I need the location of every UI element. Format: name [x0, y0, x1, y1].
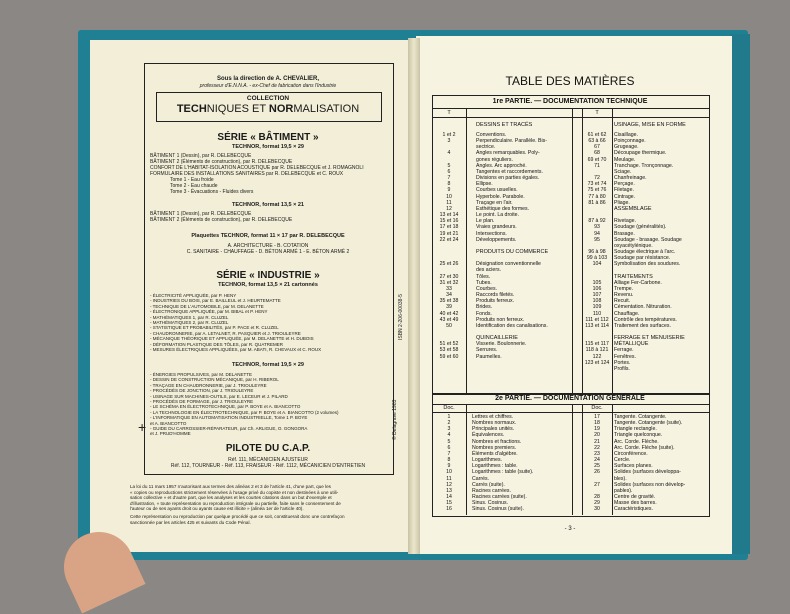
- toc-number: 96 à 98: [588, 248, 606, 255]
- toc-number: 122: [592, 353, 602, 360]
- serie-batiment: SÉRIE « BÂTIMENT »: [217, 132, 319, 143]
- toc-item: Solides (surfaces non dévelop-: [614, 481, 686, 488]
- toc-item: Tubes.: [476, 279, 492, 286]
- toc-number: 7: [447, 450, 451, 457]
- toc-item: Brasage.: [614, 230, 635, 237]
- toc-number: 29: [594, 500, 600, 507]
- part2-right-numbers: [582, 414, 612, 513]
- toc-number: 11: [446, 475, 452, 482]
- toc-number: 20: [594, 432, 600, 439]
- toc-number: 28: [594, 494, 600, 501]
- toc-item: Produits ferreux.: [476, 298, 515, 305]
- toc-item: Logarithmes : table (suite).: [472, 469, 534, 476]
- toc-item: Arc. Corde. Flèche (suite).: [614, 444, 675, 451]
- industrie-format2: TECHNOR, format 19,5 × 29: [232, 362, 304, 368]
- toc-item: Grugeage.: [614, 144, 639, 151]
- toc-number: 31 et 32: [439, 279, 459, 286]
- part1-subdivider: [432, 117, 709, 118]
- toc-number: 8: [447, 457, 451, 464]
- toc-item: Soudage par résistance.: [614, 255, 671, 262]
- toc-number: 25: [594, 463, 600, 470]
- part2-heading: 2e PARTIE. — DOCUMENTATION GÉNÉRALE: [495, 395, 645, 402]
- serie-industrie: SÉRIE « INDUSTRIE »: [216, 270, 320, 281]
- toc-item: Contrôle des températures.: [614, 316, 677, 323]
- toc-item: Cémentation. Nitruration.: [614, 304, 672, 311]
- toc-item: Centre de gravité.: [614, 494, 656, 501]
- toc-item: ASSEMBLAGE: [614, 205, 652, 212]
- book-gutter: [408, 38, 420, 554]
- toc-item: Fonds.: [476, 310, 492, 317]
- toc-item: Sinus. Cosinus.: [472, 500, 509, 507]
- toc-item: Soudage (généralités).: [614, 224, 667, 231]
- toc-item: Vraies grandeurs.: [476, 224, 517, 231]
- part1-col3-line: [612, 108, 613, 393]
- toc-item: Masse des barres.: [614, 500, 657, 507]
- toc-title: TABLE DES MATIÈRES: [505, 74, 635, 88]
- batiment-list2: BÂTIMENT 1 (Dessin), par R. DELEBECQUE BÂTIMENT 2 (Éléments de construction), par R. DELEBECQUE: [150, 211, 293, 223]
- book-cover-edge: [730, 34, 750, 554]
- toc-number: 106: [592, 285, 602, 292]
- toc-item: Profils.: [614, 365, 630, 372]
- toc-number: 69 et 70: [587, 156, 607, 163]
- toc-number: 118 à 121: [585, 347, 609, 354]
- toc-number: 19 et 21: [439, 230, 459, 237]
- toc-number: 99 à 103: [586, 255, 608, 262]
- toc-number: 33: [446, 285, 452, 292]
- toc-item: Caractéristiques.: [614, 506, 653, 513]
- toc-number: 113 et 114: [585, 322, 609, 329]
- toc-item: FERRAGE ET MENUISERIE: [614, 335, 685, 342]
- plaquettes: Plaquettes TECHNOR, format 11 × 17 par R. DELEBECQUE: [191, 233, 345, 239]
- toc-item: Cisaillage.: [614, 132, 638, 138]
- toc-number: 115 et 117: [585, 341, 609, 348]
- toc-item: Hyperbole. Parabole.: [476, 193, 525, 200]
- toc-number: 94: [594, 230, 600, 237]
- toc-number: 15: [446, 500, 452, 507]
- part2-col1-line: [466, 404, 467, 515]
- crosshair-mark-icon: +: [138, 419, 147, 435]
- toc-number: 1 et 2: [442, 132, 456, 138]
- toc-number: 12: [446, 481, 452, 488]
- toc-item: Pliage.: [614, 199, 630, 206]
- toc-item: Tôles.: [476, 273, 491, 280]
- toc-item: Paumelles.: [476, 353, 502, 360]
- toc-number: 59 et 60: [439, 353, 459, 360]
- toc-item: Identification des canalisations.: [476, 322, 548, 329]
- toc-item: des aciers.: [476, 267, 502, 274]
- toc-item: Divisions en parties égales.: [476, 175, 540, 182]
- toc-item: Logarithmes : table.: [472, 463, 518, 470]
- toc-item: Triangle quelconque.: [614, 432, 663, 439]
- toc-number: 63 à 66: [588, 138, 606, 145]
- toc-item: Perpendiculaire. Parallèle. Bis-: [476, 138, 547, 145]
- toc-number: 87 à 92: [588, 218, 606, 225]
- toc-item: gones réguliers.: [476, 156, 513, 163]
- toc-item: Fenêtres.: [614, 353, 636, 360]
- toc-item: Soudage - brasage. Soudage: [614, 236, 682, 243]
- part1-col1-line: [466, 108, 467, 393]
- toc-item: Nombres et fractions.: [472, 438, 522, 445]
- toc-item: Nombres premiers.: [472, 444, 517, 451]
- toc-item: Revenu.: [614, 292, 634, 299]
- toc-number: 10: [446, 193, 452, 200]
- toc-number: 109: [592, 304, 602, 311]
- toc-item: Poinçonnage.: [614, 138, 646, 145]
- toc-number: 15 et 16: [439, 218, 459, 225]
- toc-item: Angles. Arc approché.: [476, 162, 527, 169]
- toc-number: 107: [592, 292, 602, 299]
- toc-number: 71: [594, 162, 600, 169]
- toc-item: Nombres normaux.: [472, 420, 517, 427]
- toc-item: Conventions.: [476, 132, 507, 138]
- toc-number: 111 et 112: [585, 316, 609, 323]
- toc-item: Traitement des surfaces.: [614, 322, 671, 329]
- toc-number: 24: [594, 457, 600, 464]
- col-doc-right: Doc.: [591, 405, 603, 411]
- toc-item: Filetage.: [614, 187, 634, 194]
- toc-number: 123 et 124: [584, 359, 610, 366]
- part2-left-numbers: [432, 414, 466, 513]
- right-numbers: [582, 132, 612, 366]
- collection-word: COLLECTION: [246, 95, 290, 102]
- toc-number: 108: [592, 298, 602, 305]
- toc-number: 22 et 24: [439, 236, 459, 243]
- toc-number: 4: [447, 432, 451, 439]
- left-numbers: [432, 132, 466, 360]
- toc-item: Cintrage.: [614, 193, 636, 200]
- toc-item: Soudage électrique à l'arc.: [614, 248, 676, 255]
- toc-item: Ferrage.: [614, 347, 634, 354]
- toc-item: Serrures.: [476, 347, 498, 354]
- toc-number: 23: [594, 450, 600, 457]
- toc-item: Angles remarquables. Poly-: [476, 150, 540, 157]
- toc-number: 26: [594, 469, 600, 476]
- toc-item: Intersections.: [476, 230, 507, 237]
- toc-item: Trempe.: [614, 285, 634, 292]
- toc-number: 3: [447, 138, 451, 145]
- toc-number: 3: [447, 426, 451, 433]
- toc-number: 73 et 74: [587, 181, 607, 188]
- toc-number: 10: [446, 469, 452, 476]
- toc-item: Carrés (suite).: [472, 481, 505, 488]
- toc-number: 75 et 76: [587, 187, 607, 194]
- toc-number: 21: [594, 438, 600, 445]
- toc-item: Raccords filetés.: [476, 292, 515, 299]
- part2-subdivider: [432, 412, 709, 413]
- toc-item: Rivetage.: [614, 218, 636, 225]
- toc-item: Perçage.: [614, 181, 635, 188]
- toc-item: Désignation conventionnelle: [476, 261, 541, 268]
- col-t-left: T: [447, 110, 451, 116]
- toc-item: Découpage thermique.: [614, 150, 667, 157]
- toc-item: sectrice.: [476, 144, 496, 151]
- part1-col2-line: [572, 108, 573, 393]
- legal-notice: La loi du 11 mars 1957 n'autorisant aux termes des alinéas 2 et 3 de l'article 41, d'une part, que les « copies ou reproductions strictement réservées à l'usage privé du copiste et non destinées à une utili- sation collective » et d'autre part, que les analyses et les courtes citations dans un but d'exemple et d'illustration, « toute représentation ou reproduction intégrale ou partielle, faite sans le consentement de l'auteur ou de ses ayants droit ou ayants cause est illicite » (alinéa 1er de l'article 40). Cette représentation ou reproduction par quelque procédé que ce soit, constituerait donc une contrefaçon sanctionnée par les articles 425 et suivants du Code Pénal.: [130, 484, 345, 525]
- toc-number: 13 et 14: [439, 212, 459, 219]
- toc-number: 6: [447, 168, 451, 175]
- toc-number: 77 à 80: [588, 193, 606, 200]
- toc-number: 6: [447, 444, 451, 451]
- col-t-right: T: [595, 110, 599, 116]
- toc-number: 53 et 58: [439, 347, 459, 354]
- part2-right-items: [614, 414, 685, 513]
- toc-item: Meulage.: [614, 156, 636, 163]
- toc-item: Surfaces planes.: [614, 463, 653, 470]
- toc-item: MÉTALLIQUE: [614, 341, 649, 348]
- left-heading: DESSINS ET TRACÉS: [476, 122, 533, 128]
- toc-item: Symbolisation des soudures.: [614, 261, 681, 268]
- toc-number: 9: [447, 463, 451, 470]
- part1-divider: [432, 108, 709, 109]
- toc-item: QUINCAILLERIE: [476, 335, 518, 342]
- toc-item: Produits non ferreux.: [476, 316, 525, 323]
- toc-item: oxyacétylénique.: [614, 242, 653, 249]
- toc-number: 2: [447, 420, 451, 427]
- toc-item: Développements.: [476, 236, 517, 243]
- plaquettes-list: A. ARCHITECTURE - B. COTATION C. SANITAIRE - CHAUFFAGE - D. BÉTON ARMÉ 1 - E. BÉTON ARMÉ 2: [186, 243, 350, 255]
- right-heading: USINAGE, MISE EN FORME: [614, 122, 686, 128]
- toc-item: Cercle.: [614, 457, 631, 464]
- toc-item: Logarithmes.: [472, 457, 502, 464]
- toc-item: Circonférence.: [614, 450, 648, 457]
- industrie-format: TECHNOR, format 13,5 × 21 cartonnés: [218, 282, 318, 288]
- toc-item: Ellipse.: [476, 181, 493, 188]
- toc-number: 8: [447, 181, 451, 188]
- header-line1: Sous la direction de A. CHEVALIER,: [216, 76, 319, 82]
- toc-number: 25 et 26: [439, 261, 459, 268]
- toc-item: Arc. Corde. Flèche.: [614, 438, 659, 445]
- page-number: - 3 -: [564, 526, 576, 532]
- toc-number: 68: [594, 150, 600, 157]
- toc-number: 67: [594, 144, 600, 151]
- toc-item: Le plan.: [476, 218, 495, 225]
- toc-number: 105: [592, 279, 602, 286]
- industrie-list: - ÉLECTRICITÉ APPLIQUÉE, par P. HENY - INDUSTRIES DU BOIS, par E. BAILLEUL et J. HEURTEMATTE - TECHNIQUE DE L'AUTOMOBILE, par M. DELANETTE - ÉLECTRONIQUE APPLIQUÉE, par M. BIBAL et P. HENY - MATHÉMATIQUES 1, par R. CLUZEL - MATHÉMATIQUES 2, par R. CLUZEL - STATISTIQUE ET PROBABILITÉS, par P. PACE et R. CLUZEL - CHAUDRONNERIE, par A. LETALNET, R. PASQUIER et J. TRIOULEYRE - MÉCANIQUE THÉORIQUE ET APPLIQUÉE, par M. DELANETTE et H. DUBOIS - DÉFORMATION PLASTIQUE DES TÔLES, par R. QUATREMER - MESURES ÉLECTRIQUES APPLIQUÉES, par M. ABATI, R. CHEVAUX et C. ROUX: [150, 293, 322, 353]
- toc-item: Principales unités.: [472, 426, 515, 433]
- toc-item: Brides.: [476, 304, 493, 311]
- toc-number: 39: [446, 304, 452, 311]
- toc-number: 51 et 52: [439, 341, 459, 348]
- toc-number: 95: [594, 236, 600, 243]
- header-line2: professeur d'E.N.N.A. - ex-Chef de fabrication dans l'Industrie: [199, 83, 337, 89]
- toc-number: 12: [446, 205, 452, 212]
- toc-item: bles).: [614, 475, 627, 482]
- toc-number: 27: [594, 481, 600, 488]
- toc-number: 61 et 62: [587, 132, 607, 138]
- toc-item: Traçage en l'air.: [476, 199, 513, 206]
- toc-item: Lettres et chiffres.: [472, 414, 514, 420]
- toc-item: Visserie. Boulonnerie.: [476, 341, 527, 348]
- toc-item: Tangente. Cotangente.: [614, 414, 667, 420]
- toc-number: 50: [446, 322, 452, 329]
- part2-divider: [432, 404, 709, 405]
- toc-number: 1: [447, 414, 451, 420]
- toc-item: Éléments d'algèbre.: [472, 450, 518, 457]
- pilote-title: PILOTE DU C.A.P.: [225, 443, 311, 454]
- toc-item: Sciage.: [614, 168, 632, 175]
- toc-number: 34: [446, 292, 452, 299]
- toc-item: Courbes.: [476, 285, 498, 292]
- toc-item: PRODUITS DU COMMERCE: [476, 248, 549, 255]
- toc-number: 27 et 30: [439, 273, 459, 280]
- pilote-list: Réf. 111, MÉCANICIEN AJUSTEUR Réf. 112, TOURNEUR - Réf. 113, FRAISEUR - Réf. 1112, MÉCANICIEN D'ENTRETIEN: [170, 457, 366, 469]
- toc-number: 5: [447, 162, 451, 169]
- toc-number: 93: [594, 224, 600, 231]
- toc-number: 4: [447, 150, 451, 157]
- toc-item: Équivalences.: [472, 432, 505, 439]
- toc-item: Chauffage.: [614, 310, 640, 317]
- batiment-list: BÂTIMENT 1 (Dessin), par R. DELEBECQUE BÂTIMENT 2 (Éléments de construction), par R. DELEBECQUE CONFORT DE L'HABITAT-ISOLATION ACOUSTIQUE par R. DELEBECQUE et J. ROMAGNOLI FORMULAIRE DES INSTALLATIONS SANITAIRES par R. DELEBECQUE et C. ROUX Tome 1 - Eau froide Tome 2 - Eau chaude Tome 3 - Évacuations - Fluides divers: [150, 153, 364, 195]
- industrie-list2: - ÉNERGIES PROPULSIVES, par M. DELANETTE - DESSIN DE CONSTRUCTION MÉCANIQUE, par H. RIBEROL - TRAÇAGE EN CHAUDRONNERIE, par J. TRIOULEYRE - PROCÉDÉS DE JONCTION, par J. TRIOULEYRE - USINAGE SUR MACHINES-OUTILS, par E. LECEUR et J. PILARD - PROCÉDÉS DE FORMAGE, par J. TRIOULEYRE - LE SCHÉMA EN ÉLECTROTECHNIQUE, par P. BOYE et A. BIANCOTTO - LA TECHNOLOGIE EN ÉLECTROTECHNIQUE, par P. BOYE et A. BIANCOTTO (2 volumes) - L'INFORMATIQUE EN AUTOMATISATION INDUSTRIELLE, Tome 1 P. BOYE et A. BIANCOTTO - GUIDE DU CARROSSIER-RÉPARATEUR, par Ch. ARLIGUE, O. GONGORA et J. PRUD'HOMME: [150, 372, 339, 437]
- toc-number: 11: [446, 199, 452, 206]
- toc-item: Racines carrées (suite).: [472, 494, 527, 501]
- part2-left-items: [472, 414, 533, 513]
- toc-number: 14: [446, 494, 452, 501]
- toc-item: Carrés.: [472, 475, 490, 482]
- toc-number: 40 et 42: [439, 310, 459, 317]
- toc-item: Racines carrées.: [472, 487, 511, 494]
- batiment-format2: TECHNOR, format 13,5 × 21: [232, 202, 304, 208]
- toc-item: TRAITEMENTS: [614, 273, 653, 280]
- toc-number: 81 à 86: [588, 199, 606, 206]
- toc-item: pables).: [614, 487, 633, 494]
- toc-item: Chanfreinage.: [614, 175, 647, 182]
- toc-item: Le point. La droite.: [476, 212, 519, 219]
- toc-item: Sinus. Cosinus (suite).: [472, 506, 524, 513]
- toc-item: Portes.: [614, 359, 631, 366]
- toc-number: 17 et 18: [439, 224, 459, 231]
- toc-item: Tranchage. Tronçonnage.: [614, 162, 674, 169]
- toc-number: 16: [446, 506, 452, 513]
- toc-number: 7: [447, 175, 451, 182]
- toc-number: 104: [592, 261, 602, 268]
- toc-item: Courbes usuelles.: [476, 187, 518, 194]
- toc-number: 35 et 38: [439, 298, 459, 305]
- toc-number: 43 et 49: [439, 316, 459, 323]
- toc-number: 19: [594, 426, 600, 433]
- toc-number: 9: [447, 187, 451, 194]
- right-items: [614, 132, 685, 372]
- part1-heading: 1re PARTIE. — DOCUMENTATION TECHNIQUE: [492, 98, 648, 105]
- isbn-text: ISBN 2-206-00038-5: [398, 294, 404, 340]
- toc-number: 5: [447, 438, 451, 445]
- toc-item: Tangentes et raccordements.: [476, 168, 543, 175]
- left-items: [476, 132, 548, 360]
- toc-number: 18: [594, 420, 600, 427]
- toc-number: 17: [594, 414, 600, 420]
- part2-col3-line: [612, 404, 613, 515]
- toc-item: Recuit.: [614, 298, 631, 305]
- toc-number: 22: [594, 444, 600, 451]
- toc-number: 30: [594, 506, 600, 513]
- toc-number: 110: [592, 310, 602, 317]
- toc-item: Triangle rectangle.: [614, 426, 657, 433]
- toc-item: Solides (surfaces développa-: [614, 469, 681, 476]
- batiment-format: TECHNOR, format 19,5 × 29: [232, 144, 304, 150]
- toc-number: 72: [594, 175, 600, 182]
- toc-item: Alliage Fer-Carbone.: [614, 279, 662, 286]
- copyright-text: © Delagrave 1983: [392, 399, 398, 440]
- toc-item: Tangente. Cotangente (suite).: [614, 420, 683, 427]
- toc-item: Esthétique des formes.: [476, 205, 530, 212]
- collection-title: TECHNIQUES ET NORMALISATION: [176, 103, 360, 115]
- toc-number: 13: [446, 487, 452, 494]
- col-doc-left: Doc.: [443, 405, 455, 411]
- part2-col2-line: [572, 404, 573, 515]
